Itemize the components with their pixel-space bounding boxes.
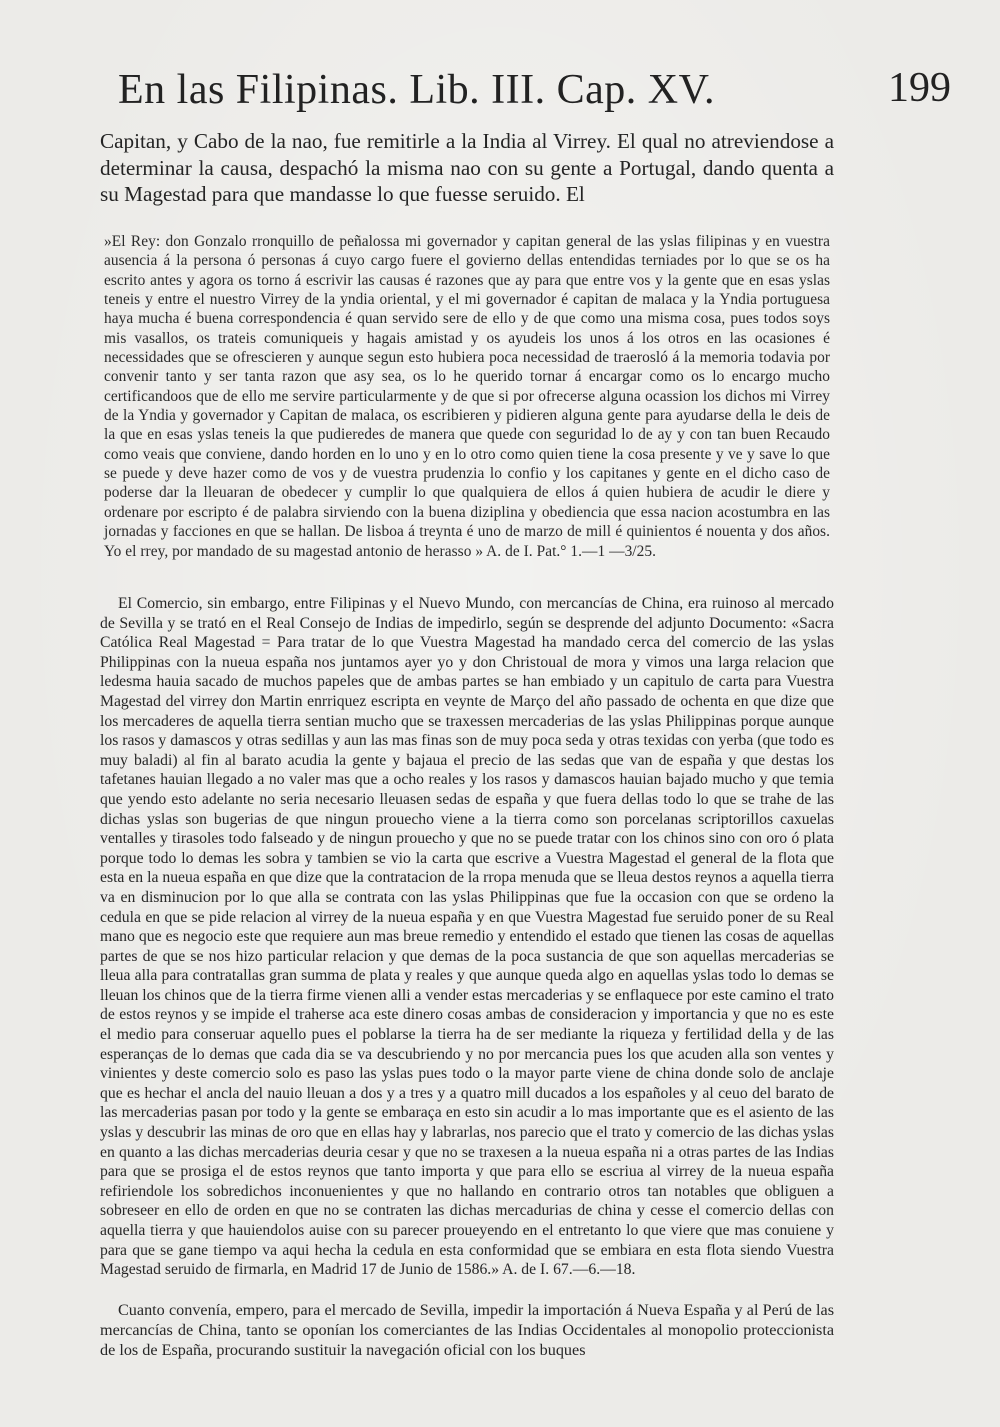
running-header-title: En las Filipinas. Lib. III. Cap. XV. [118, 67, 716, 113]
lead-paragraph: Capitan, y Cabo de la nao, fue remitirle a la India al Virrey. El qual no atreviendose a determinar la causa, despachó la misma nao con su gente a Portugal, dando quenta a su Magestad para que mandasse lo que fuesse seruido. El [100, 129, 834, 206]
page-number: 199 [888, 65, 951, 111]
royal-letter-quote: »El Rey: don Gonzalo rronquillo de peñalossa mi governador y capitan general de las yslas filipinas y en vuestra ausencia á la persona ó personas á cuyo cargo fuere el govierno dellas entendidas terniades por lo que se os ha escrito antes y agora os torno á escrivir las causas é razones que ay para que entre vos y la gente que en esas yslas teneis y entre el nuestro Virrey de la yndia oriental, y el mi governador é capitan de malaca y la Yndia portuguesa haya mucha é buena correspondencia é quan servido sere de ello y de que como una misma cosa, pues todos soys mis vasallos, os trateis comuniqueis y hagais amistad y os ayudeis los unos á los otros en las ocasiones é necessidades que se ofrescieren y aunque segun esto hubiera poca necessidad de traerosló á la memoria todavia por convenir tanto y ser tanta razon que asy sea, os lo he querido tornar á encargar como os lo encargo mucho certificandoos que de ello me servire particularmente y de que si por ofrecerse alguna ocassion los dichos mi Virrey de la Yndia y governador y Capitan de malaca, os escribieren y pidieren alguna gente para ayudarse della le deis de la que en esas yslas teneis la que pudieredes de manera que quede con seguridad lo de ay y con tan buen Recaudo como veais que conviene, dando horden en lo uno y en lo otro como quien tiene la cosa presente y ve y save lo que se puede y deve hazer como de vos y de vuestra prudenzia lo confio y los capitanes y gente en el dicho caso de poderse dar la lleuaran de obedecer y cumplir lo que qualquiera de ellos á quien hubiera de acudir le diere y ordenare por escripto é de palabra sirviendo con la buena diziplina y obediencia que essa nacion acostumbra en las jornadas y facciones en que se hallan. De lisboa á treynta é uno de marzo de mill é quinientos é nouenta y dos años. Yo el rrey, por mandado de su magestad antonio de herasso » A. de I. Pat.° 1.—1 —3/25. [104, 233, 830, 560]
royal-letter-block [104, 232, 830, 561]
closing-paragraph: Cuanto convenía, empero, para el mercado de Sevilla, impedir la importación á Nueva España y al Perú de las mercancías de China, tanto se oponían los comerciantes de las Indias Occidentales al monopolio proteccionista de los de España, procurando sustituir la navegación oficial con los buques [100, 1301, 834, 1359]
commerce-paragraph: El Comercio, sin embargo, entre Filipinas y el Nuevo Mundo, con mercancías de China, era ruinoso al mercado de Sevilla y se trató en el Real Consejo de Indias de impedirlo, según se desprende del adjunto Documento: «Sacra Católica Real Magestad = Para tratar de lo que Vuestra Magestad ha mandado cerca del comercio de las yslas Philippinas con la nueua españa nos juntamos ayer yo y don Christoual de mora y vimos una larga relacion que ledesma hauia sacado de muchos papeles que de ambas partes se han embiado y un capitulo de carta para Vuestra Magestad del virrey don Martin enrriquez escripta en veynte de Março del año passado de ochenta en que dize que los mercaderes de aquella tierra sentian mucho que se traxessen mercaderias de las yslas Philippinas porque aunque los rasos y damascos y otras sedillas y aun las mas finas son de muy poca seda y otras texidas con yerba (que todo es muy baladi) al fin al barato acudia la gente y bajaua el precio de las sedas que van de españa y que destas los tafetanes hauian llegado a no valer mas que a ocho reales y los rasos y damascos hauian bajado mucho y que temia que yendo esto adelante no seria necesario lleuasen sedas de españa y que fuera dellas todo lo que se trahe de las dichas yslas son bugerias de que ningun prouecho viene a la tierra como son porcelanas scriptorillos caxuelas ventalles y tirasoles todo falseado y de ningun prouecho y que no se puede tratar con los chinos sino con oro ó plata porque todo lo demas les sobra y tambien se vio la carta que escrive a Vuestra Magestad el general de la flota que esta en la nueua españa en que dize que la contratacion de la rropa menuda que se lleua destos reynos a aquella tierra va en disminucion por lo que alla se contrata con las yslas Philippinas que fue la occasion con que se ordeno la cedula en que se pide relacion al virrey de la nueua españa y en que Vuestra Magestad fue seruido poner de su Real mano que es negocio este que requiere aun mas breue remedio y entendido el estado que tienen las cosas de aquellas partes de que se nos hizo particular relacion y que demas de la poca sustancia de que son aquellas mercaderias se lleua alla para contratallas gran summa de plata y reales y que aunque queda algo en aquellas yslas todo lo demas se lleuan los chinos que de la tierra firme vienen alli a vender estas mercaderias y se enflaquece por este camino el trato de estos reynos y se impide el traherse aca este dinero cosas ambas de consideracion y importancia y que no es este el medio para conseruar aquello pues el poblarse la tierra ha de ser mediante la riqueza y fertilidad della y de las esperanças de lo demas que cada dia se va descubriendo y no por mercancia pues los que acuden alla son ventes y vinientes y deste comercio solo es paso las yslas pues todo o la mayor parte viene de china donde solo de anclaje que es hechar el ancla del nauio lleuan a dos y a tres y a quatro mill ducados a los españoles y al ceuo del barato de las mercaderias pasan por todo y la gente se embaraça en esto sin acudir a lo mas importante que es el asiento de las yslas y descubrir las minas de oro que en ellas hay y labrarlas, nos parecio que el trato y comercio de las dichas yslas en quanto a las dichas mercaderias deuria cesar y que no se traxesen a la nueua españa ni a otras partes de las Indias para que se prosiga el de estos reynos que tanto importa y que para ello se escriua al virrey de la nueua españa refiriendole los sobredichos inconuenientes y que no hallando en contrario otros tan notables que obliguen a sobreseer en ello de orden en que no se contraten las dichas mercadurias de china y cesse el comercio dellas con aquella tierra y que hauiendolos auise con su parecer proueyendo en el entretanto lo que viere que mas conuiene y para que se gane tiempo va aqui hecha la cedula en esta conformidad que se embiara en esta flota siendo Vuestra Magestad seruido de firmarla, en Madrid 17 de Junio de 1586.» A. de I. 67.—6.—18. [100, 595, 834, 1279]
closing-paragraph-block [100, 1300, 834, 1360]
lead-paragraph-block [100, 128, 834, 208]
commerce-paragraph-block [100, 594, 834, 1280]
